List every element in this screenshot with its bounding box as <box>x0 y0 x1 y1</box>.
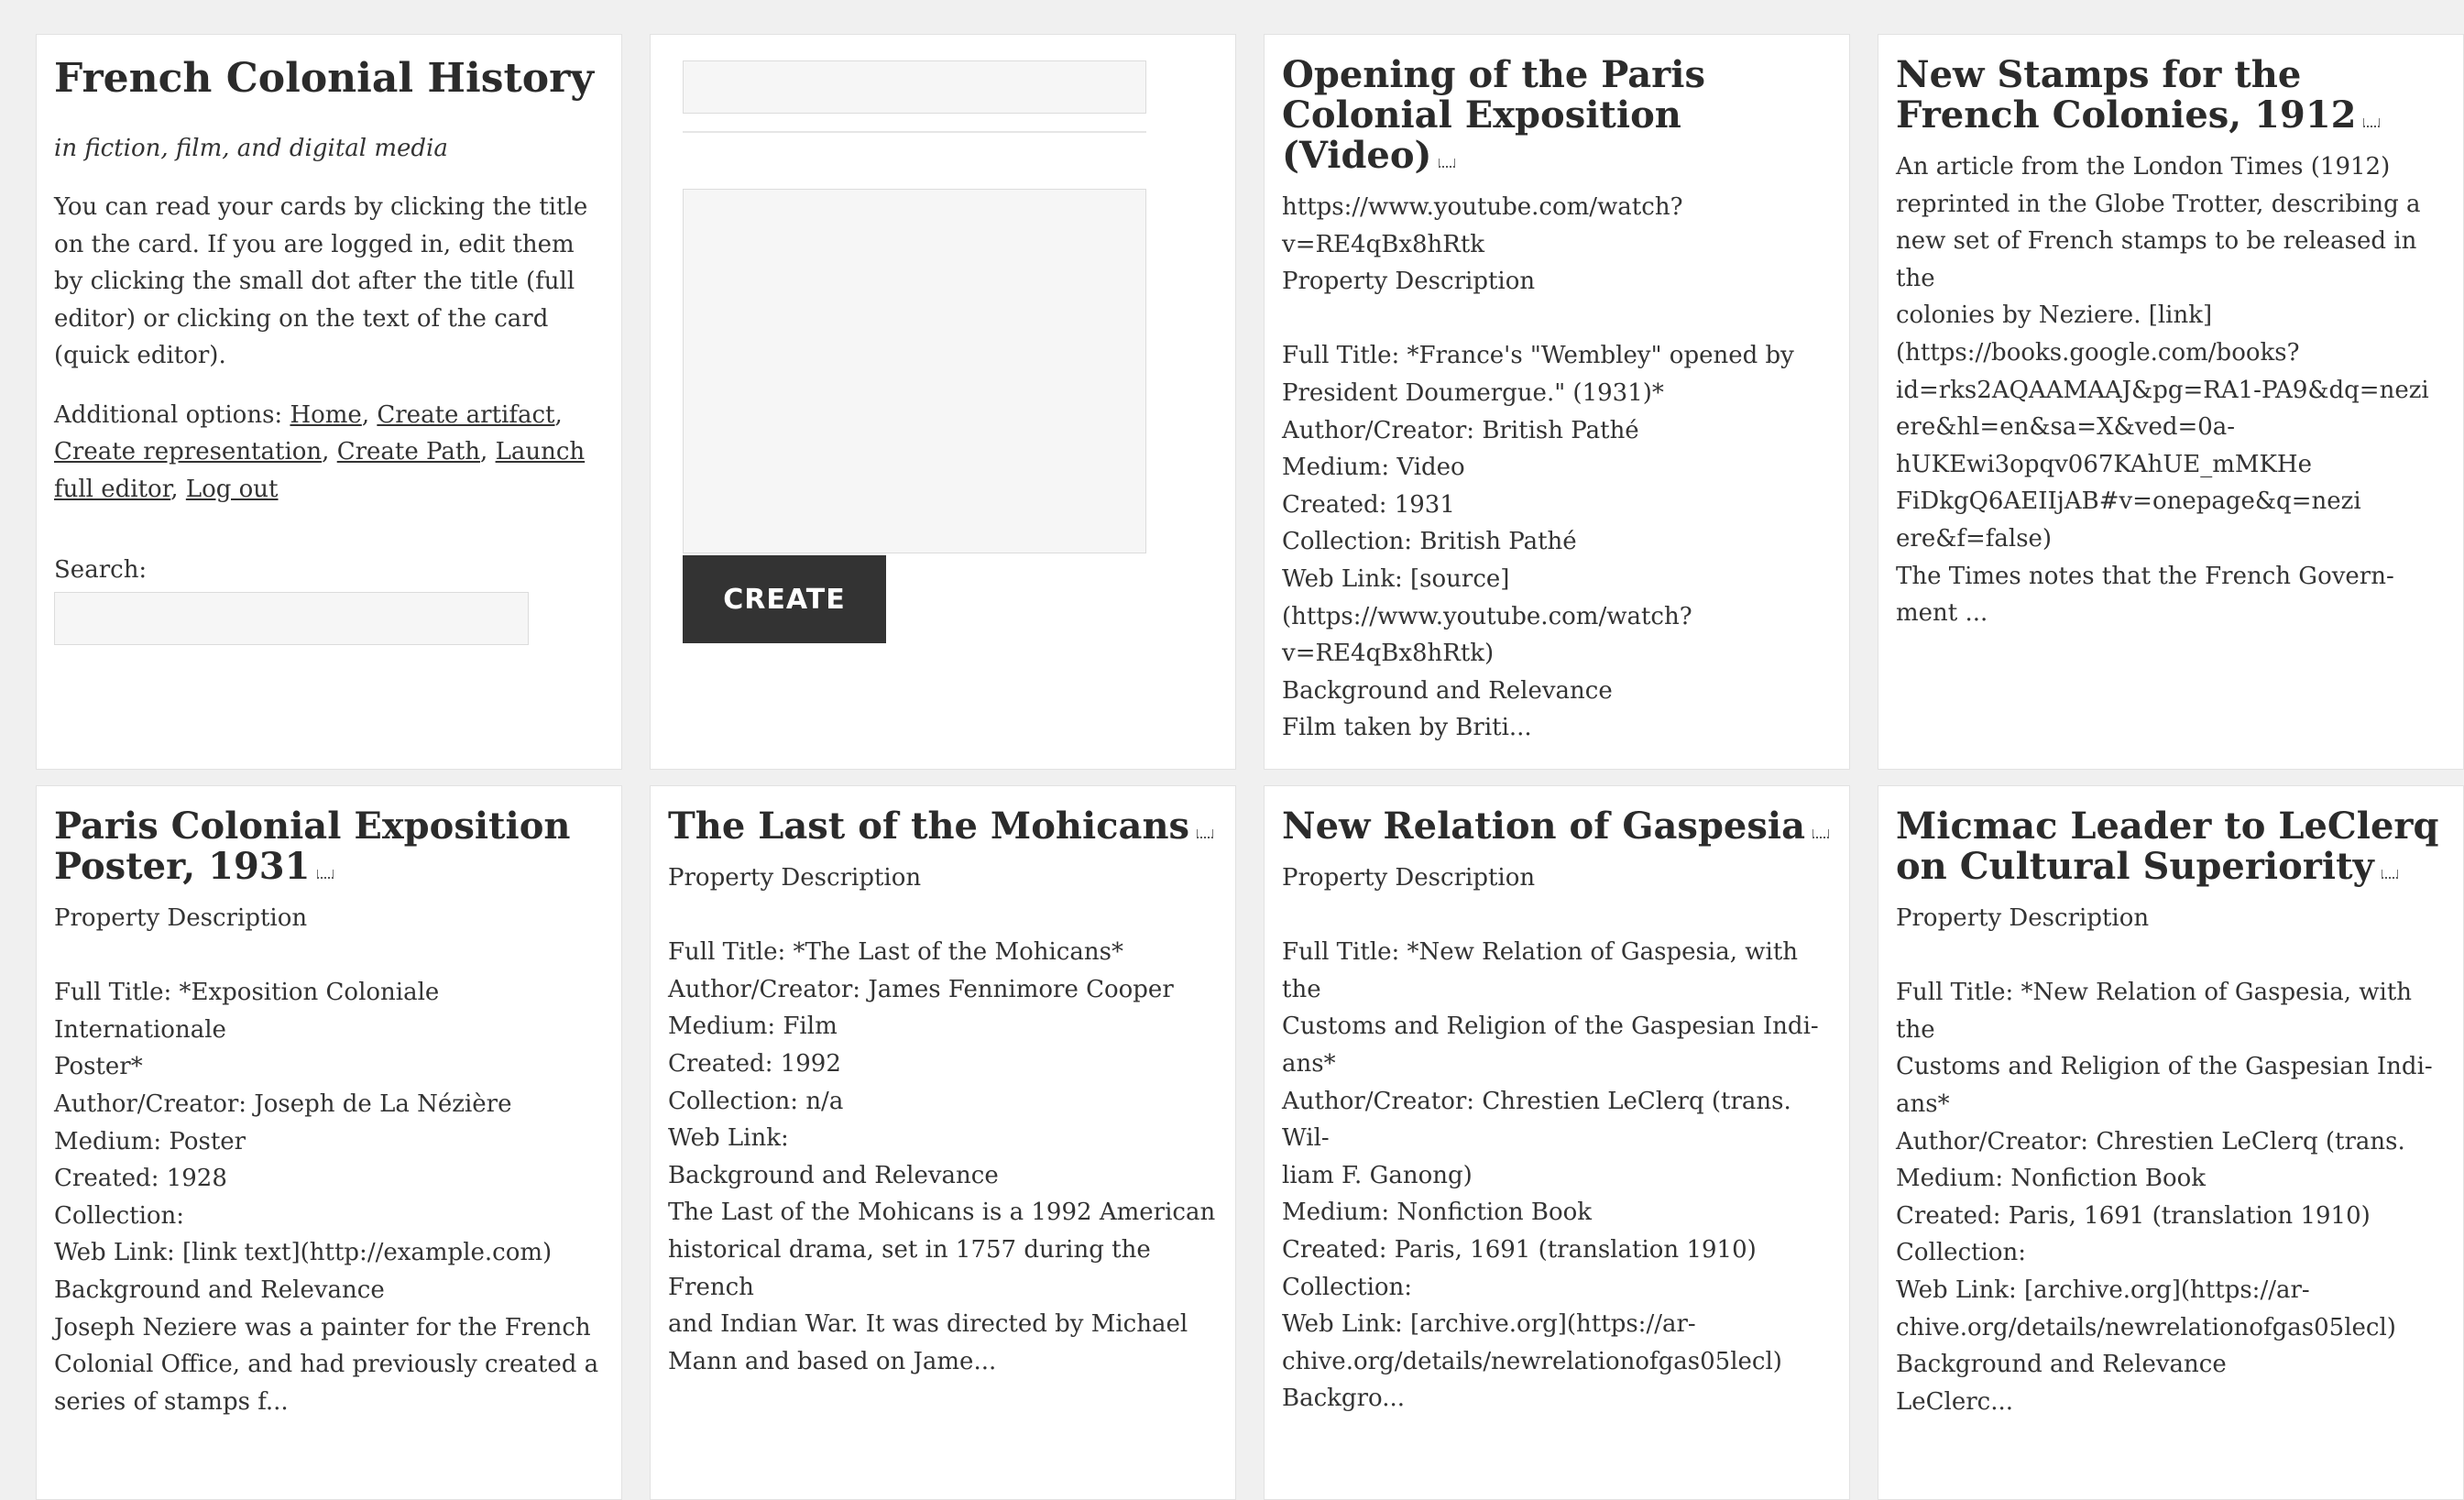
card-body-line: ment ... <box>1896 599 1988 628</box>
card-body-line: and Indian War. It was directed by Michael <box>668 1310 1188 1339</box>
card-body-line: colonies by Neziere. [link] <box>1896 301 2213 330</box>
create-path-link[interactable]: Create Path <box>336 438 481 465</box>
card-body[interactable] <box>54 900 604 1420</box>
card-body-line: Web Link: [archive.org](https://ar- <box>1896 1276 2310 1304</box>
card-body-line: Author/Creator: James Fennimore Cooper <box>668 975 1174 1003</box>
edit-dot-icon[interactable] <box>2382 870 2398 879</box>
card-body-line: FiDkgQ6AEIIjAB#v=onepage&q=nezi <box>1896 487 2361 516</box>
home-link[interactable]: Home <box>290 400 362 429</box>
card[interactable] <box>1264 34 1850 770</box>
card[interactable] <box>36 785 622 1500</box>
card[interactable] <box>1878 785 2464 1500</box>
create-artifact-link[interactable]: Create artifact <box>377 400 555 429</box>
card-body[interactable] <box>1896 148 2446 632</box>
additional-options: Additional options: Home, Create artifact, Create representation, Create Path, Launch full editor, Log out <box>54 400 586 503</box>
card-body-line: Full Title: *New Relation of Gaspesia, with the <box>1896 979 2413 1044</box>
card-body-line: Joseph Neziere was a painter for the French <box>54 1313 591 1341</box>
card-body[interactable] <box>1282 859 1832 1418</box>
card-body-line: Colonial Office, and had previously created a <box>54 1351 599 1379</box>
card-body-line: (https://books.google.com/books? <box>1896 338 2300 367</box>
card-body-line: Mann and based on Jame... <box>668 1347 997 1375</box>
search-input[interactable] <box>54 592 529 645</box>
card-body-line: President Doumergue." (1931)* <box>1282 378 1664 407</box>
card-body-line: Property Description <box>1282 864 1536 892</box>
create-representation-link[interactable]: Create representation <box>54 438 323 465</box>
card-title[interactable]: Opening of the Paris Colonial Exposition (Video) <box>1282 53 1705 177</box>
card-body-line: chive.org/details/newrelationofgas05lecl) <box>1896 1313 2396 1341</box>
card-body-line: Created: 1928 <box>54 1165 227 1193</box>
intro-card <box>36 34 622 770</box>
card-body-line: Collection: <box>1896 1239 2027 1267</box>
card-body-line: Collection: <box>1282 1273 1413 1301</box>
create-button[interactable]: CREATE <box>683 555 886 643</box>
card-body-line: Created: 1931 <box>1282 490 1455 519</box>
card-body-line: Poster* <box>54 1053 143 1081</box>
card-body[interactable] <box>668 859 1218 1380</box>
card-body-line: Collection: <box>54 1201 185 1230</box>
search-label: Search: <box>54 556 148 584</box>
instructions-text: You can read your cards by clicking the title on the card. If you are logged in, edit them by clicking the small dot after the title (full editor) or clicking on the text of the card (quick editor). <box>54 193 588 369</box>
card-body-line: ere&f=false) <box>1896 524 2053 553</box>
card-body-line: Medium: Nonfiction Book <box>1896 1165 2207 1193</box>
card-body-line: Film taken by Briti... <box>1282 714 1532 742</box>
card-body-line: Medium: Nonfiction Book <box>1282 1199 1593 1227</box>
card-body-line: Author/Creator: Joseph de La Nézière <box>54 1089 512 1118</box>
card-body[interactable] <box>1282 189 1832 747</box>
card-body-line: The Last of the Mohicans is a 1992 American <box>668 1199 1216 1227</box>
card-body-line: Author/Creator: British Pathé <box>1282 416 1639 444</box>
card-body-line: Medium: Video <box>1282 454 1465 482</box>
card-body-line: Author/Creator: Chrestien LeClerq (trans. Wil- <box>1282 1087 1791 1153</box>
site-tagline: in fiction, film, and digital media <box>54 135 448 162</box>
card-body-line: Full Title: *Exposition Coloniale Internationale <box>54 979 440 1044</box>
card-body-line: Medium: Film <box>668 1013 838 1041</box>
card-body-line: Created: 1992 <box>668 1049 841 1078</box>
card-body-line: Created: Paris, 1691 (translation 1910) <box>1896 1201 2371 1230</box>
card-body-line: Web Link: <box>668 1124 789 1153</box>
log-out-link[interactable]: Log out <box>185 475 279 503</box>
card-body-line: liam F. Ganong) <box>1282 1161 1473 1189</box>
card-body-line <box>1282 897 1832 935</box>
card-body-line <box>668 897 1218 935</box>
card-body-line: Property Description <box>668 864 922 892</box>
site-title: French Colonial History <box>54 55 594 102</box>
card-body-line: Customs and Religion of the Gaspesian Indi- <box>1896 1053 2433 1081</box>
create-card-form <box>650 34 1236 770</box>
card-body-line: Full Title: *New Relation of Gaspesia, with the <box>1282 938 1799 1003</box>
edit-dot-icon[interactable] <box>1439 159 1455 168</box>
card-body-line: An article from the London Times (1912) <box>1896 153 2391 181</box>
card-title[interactable]: New Stamps for the French Colonies, 1912 <box>1896 55 2446 136</box>
card-body-line: Author/Creator: Chrestien LeClerq (trans. <box>1896 1127 2405 1155</box>
card-body-line: Created: Paris, 1691 (translation 1910) <box>1282 1235 1757 1264</box>
card-body-line: ere&hl=en&sa=X&ved=0a- <box>1896 413 2236 442</box>
card[interactable] <box>1878 34 2464 770</box>
card-body-line: v=RE4qBx8hRtk <box>1282 230 1485 258</box>
card-body-line: https://www.youtube.com/watch? <box>1282 193 1683 221</box>
card-body-line: reprinted in the Globe Trotter, describing a <box>1896 190 2421 218</box>
card-body-line <box>1282 301 1832 338</box>
card-body-line: Full Title: *The Last of the Mohicans* <box>668 938 1123 967</box>
card-body-line: LeClerc... <box>1896 1387 2014 1416</box>
card-body-line: (https://www.youtube.com/watch? <box>1282 602 1692 630</box>
card-body-line: Collection: British Pathé <box>1282 528 1577 556</box>
card-body-line: Property Description <box>54 904 308 932</box>
card-body-line: ans* <box>1282 1049 1336 1078</box>
card-body-line: Medium: Poster <box>54 1127 246 1155</box>
card-title[interactable]: Paris Colonial Exposition Poster, 1931 <box>54 805 571 888</box>
card-title[interactable]: Micmac Leader to LeClerq on Cultural Superiority <box>1896 805 2439 888</box>
card-body-line: v=RE4qBx8hRtk) <box>1282 640 1495 668</box>
card-body-line: new set of French stamps to be released in the <box>1896 227 2417 292</box>
new-card-title-input[interactable] <box>683 60 1146 114</box>
card-body-line: series of stamps f... <box>54 1387 289 1416</box>
card-body-line: historical drama, set in 1757 during the French <box>668 1235 1151 1301</box>
card-body-line: hUKEwi3opqv067KAhUE_mMKHe <box>1896 450 2312 478</box>
edit-dot-icon[interactable] <box>1197 829 1213 838</box>
edit-dot-icon[interactable] <box>1812 829 1829 838</box>
card-body-line: id=rks2AQAAMAAJ&pg=RA1-PA9&dq=nezi <box>1896 376 2429 404</box>
card-body-line: Background and Relevance <box>1282 676 1613 705</box>
card-body-line: The Times notes that the French Govern- <box>1896 562 2394 590</box>
card-body-line: Backgro... <box>1282 1385 1405 1413</box>
form-divider <box>683 131 1146 133</box>
card-body-line: Background and Relevance <box>668 1161 999 1189</box>
options-label: Additional options: <box>54 400 283 429</box>
card-body[interactable] <box>1896 900 2446 1420</box>
card-body-line <box>1896 937 2446 975</box>
card-body-line: Background and Relevance <box>54 1276 385 1304</box>
card[interactable] <box>650 785 1236 1500</box>
card[interactable] <box>1264 785 1850 1500</box>
card-body-line: Web Link: [link text](http://example.com) <box>54 1239 553 1267</box>
card-body-line: Web Link: [source] <box>1282 564 1510 593</box>
card-body-line: Web Link: [archive.org](https://ar- <box>1282 1310 1696 1339</box>
card-body-line: chive.org/details/newrelationofgas05lecl) <box>1282 1347 1782 1375</box>
new-card-body-textarea[interactable] <box>683 189 1146 553</box>
card-body-line <box>54 937 604 975</box>
edit-dot-icon[interactable] <box>2363 118 2380 127</box>
card-body-line: Property Description <box>1896 904 2150 932</box>
card-body-line: Full Title: *France's "Wembley" opened by <box>1282 342 1794 370</box>
card-title[interactable]: New Relation of Gaspesia <box>1282 806 1832 847</box>
launch-full-editor-link[interactable]: Launch full editor <box>54 438 586 503</box>
edit-dot-icon[interactable] <box>317 870 334 879</box>
card-body-line: Property Description <box>1282 268 1536 296</box>
card-body-line: Customs and Religion of the Gaspesian Indi- <box>1282 1013 1819 1041</box>
card-body-line: Collection: n/a <box>668 1087 844 1115</box>
card-body-line: Background and Relevance <box>1896 1351 2227 1379</box>
card-title[interactable]: The Last of the Mohicans <box>668 806 1218 847</box>
card-body-line: ans* <box>1896 1089 1950 1118</box>
